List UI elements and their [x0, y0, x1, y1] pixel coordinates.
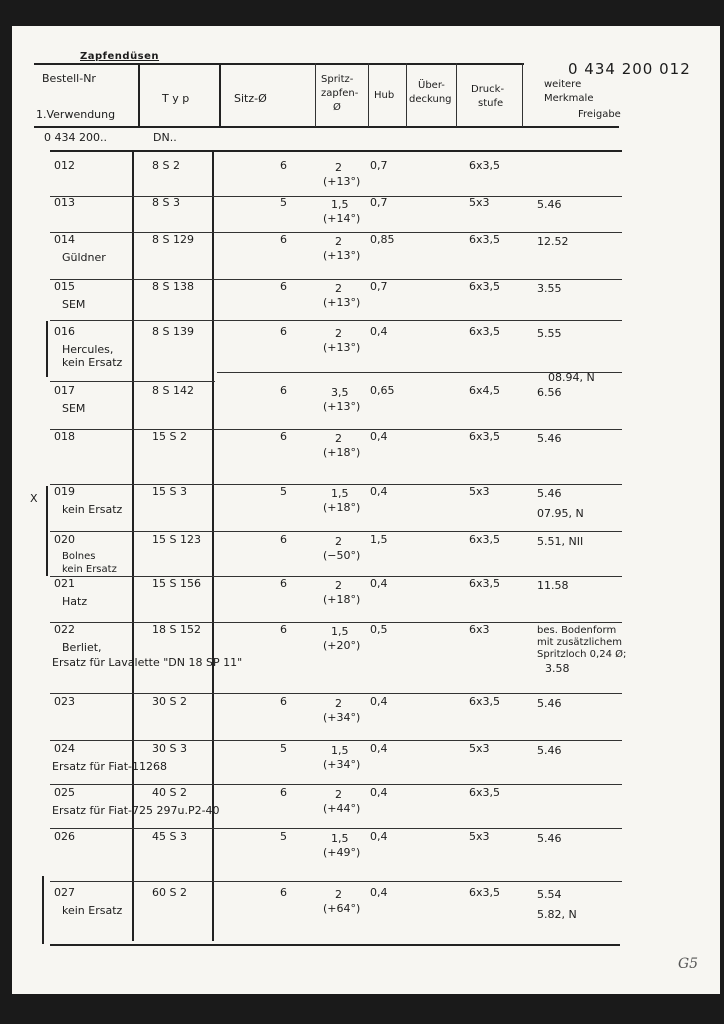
cell-typ: 8 S 129: [152, 233, 194, 246]
cell-hub: 1,5: [370, 533, 388, 546]
cell-bestell-nr: 015: [54, 280, 75, 293]
cell-sitz: 6: [280, 430, 287, 443]
cell-bestell-nr: 019: [54, 485, 75, 498]
cell-verwendung: kein Ersatz: [62, 904, 123, 917]
cell-spritz: 2: [335, 788, 342, 801]
cell-hub: 0,4: [370, 830, 388, 843]
row-separator: [50, 429, 622, 430]
row-separator: [50, 484, 622, 485]
header-hub: Hub: [374, 90, 395, 101]
cell-druck: 6x3,5: [469, 886, 501, 899]
cell-typ: 15 S 2: [152, 430, 187, 443]
cell-weitere: 5.46: [537, 697, 562, 710]
prefix-bestell: 0 434 200..: [44, 131, 107, 144]
cell-spritz-angle: (+18°): [323, 593, 361, 606]
cell-typ: 8 S 142: [152, 384, 194, 397]
cell-spritz: 2: [335, 888, 342, 901]
cell-sitz: 5: [280, 742, 287, 755]
header-weitere-3: Freigabe: [578, 109, 621, 120]
cell-druck: 6x3,5: [469, 533, 501, 546]
cell-druck: 6x3,5: [469, 577, 501, 590]
cell-spritz-angle: (+44°): [323, 802, 361, 815]
cell-verwendung: Ersatz für Fiat-11268: [52, 760, 167, 773]
document-title: Zapfendüsen: [80, 51, 160, 62]
cell-spritz-angle: (+13°): [323, 341, 361, 354]
cell-spritz-angle: (+18°): [323, 501, 361, 514]
cell-spritz: 2: [335, 432, 342, 445]
cell-sitz: 5: [280, 830, 287, 843]
header-druck-1: Druck-: [471, 84, 505, 95]
cell-verwendung: Güldner: [62, 251, 106, 264]
header-weitere-2: Merkmale: [544, 93, 594, 104]
row-separator: [50, 531, 622, 532]
cell-verwendung: Berliet,: [62, 641, 102, 654]
header-divider: [368, 63, 369, 127]
header-divider: [406, 63, 407, 127]
header-divider: [315, 63, 316, 127]
cell-sitz: 6: [280, 695, 287, 708]
cell-spritz-angle: (+13°): [323, 175, 361, 188]
cell-spritz: 2: [335, 161, 342, 174]
cell-hub: 0,4: [370, 742, 388, 755]
cell-spritz-angle: (+13°): [323, 400, 361, 413]
cell-weitere: 3.55: [537, 282, 562, 295]
cell-spritz-angle: (+13°): [323, 249, 361, 262]
cell-weitere: 5.46: [537, 198, 562, 211]
cell-spritz: 2: [335, 535, 342, 548]
cell-verwendung-2: kein Ersatz: [62, 564, 117, 575]
cell-druck: 6x3,5: [469, 786, 501, 799]
cell-sitz: 5: [280, 485, 287, 498]
row-separator: [50, 784, 622, 785]
column-divider: [132, 151, 134, 941]
cell-weitere: 5.46: [537, 744, 562, 757]
cell-hub: 0,65: [370, 384, 395, 397]
cell-typ: 15 S 3: [152, 485, 187, 498]
cell-hub: 0,4: [370, 430, 388, 443]
cell-spritz: 2: [335, 235, 342, 248]
document-page: [12, 26, 720, 994]
cell-bestell-nr: 025: [54, 786, 75, 799]
row-separator: [50, 196, 622, 197]
cell-sitz: 6: [280, 577, 287, 590]
row-separator: [50, 232, 622, 233]
cell-sitz: 6: [280, 623, 287, 636]
cell-sitz: 5: [280, 196, 287, 209]
cell-weitere: 11.58: [537, 579, 569, 592]
cell-spritz: 1,5: [331, 487, 349, 500]
cell-bestell-nr: 024: [54, 742, 75, 755]
cell-typ: 45 S 3: [152, 830, 187, 843]
row-separator: [50, 320, 622, 321]
cell-weitere: mit zusätzlichem: [537, 637, 622, 648]
row-bracket: [42, 876, 44, 944]
cell-druck: 6x3: [469, 623, 490, 636]
cell-weitere: 3.58: [545, 662, 570, 675]
cell-typ: 8 S 2: [152, 159, 180, 172]
cell-sitz: 6: [280, 159, 287, 172]
header-divider: [219, 63, 221, 127]
header-bottom-rule: [34, 126, 619, 128]
cell-typ: 8 S 138: [152, 280, 194, 293]
cell-hub: 0,4: [370, 786, 388, 799]
cell-sitz: 6: [280, 280, 287, 293]
cell-spritz-angle: (+18°): [323, 446, 361, 459]
cell-spritz-angle: (−50°): [323, 549, 361, 562]
cell-weitere-release: 5.82, N: [537, 908, 577, 921]
cell-typ: 30 S 2: [152, 695, 187, 708]
cell-druck: 6x3,5: [469, 325, 501, 338]
cell-spritz-angle: (+13°): [323, 296, 361, 309]
row-separator: [50, 381, 215, 382]
cell-weitere: 5.46: [537, 832, 562, 845]
cell-verwendung: Hercules,: [62, 343, 114, 356]
cell-spritz: 2: [335, 697, 342, 710]
header-weitere-1: weitere: [544, 79, 582, 90]
page-mark: G5: [678, 956, 699, 972]
cell-spritz-angle: (+64°): [323, 902, 361, 915]
cell-hub: 0,4: [370, 325, 388, 338]
cell-sitz: 6: [280, 786, 287, 799]
cell-druck: 6x3,5: [469, 233, 501, 246]
cell-druck: 6x3,5: [469, 280, 501, 293]
cell-druck: 5x3: [469, 830, 490, 843]
cell-weitere: bes. Bodenform: [537, 625, 617, 636]
row-separator: [50, 740, 622, 741]
header-ueber-2: deckung: [409, 94, 452, 105]
cell-verwendung: Bolnes: [62, 551, 96, 562]
cell-druck: 6x3,5: [469, 695, 501, 708]
cell-bestell-nr: 018: [54, 430, 75, 443]
cell-hub: 0,85: [370, 233, 395, 246]
cell-bestell-nr: 022: [54, 623, 75, 636]
cell-bestell-nr: 023: [54, 695, 75, 708]
header-top-rule: [34, 63, 524, 65]
cell-weitere-release: 08.94, N: [548, 371, 595, 384]
cell-druck: 5x3: [469, 742, 490, 755]
cell-druck: 5x3: [469, 485, 490, 498]
cell-spritz: 2: [335, 327, 342, 340]
prefix-typ: DN..: [153, 131, 177, 144]
cell-bestell-nr: 017: [54, 384, 75, 397]
cell-spritz-angle: (+49°): [323, 846, 361, 859]
cell-druck: 5x3: [469, 196, 490, 209]
row-bracket: [46, 321, 48, 377]
header-sitz: Sitz-Ø: [234, 92, 267, 105]
cell-verwendung-2: kein Ersatz: [62, 356, 123, 369]
cell-hub: 0,4: [370, 577, 388, 590]
cell-bestell-nr: 020: [54, 533, 75, 546]
cell-spritz: 1,5: [331, 198, 349, 211]
cell-typ: 8 S 139: [152, 325, 194, 338]
cell-bestell-nr: 014: [54, 233, 75, 246]
cell-typ: 8 S 3: [152, 196, 180, 209]
row-separator: [50, 622, 622, 623]
cell-weitere: 5.46: [537, 487, 562, 500]
cell-hub: 0,7: [370, 196, 388, 209]
cell-sitz: 6: [280, 233, 287, 246]
cell-sitz: 6: [280, 384, 287, 397]
cell-hub: 0,7: [370, 280, 388, 293]
header-spritz-1: Spritz-: [321, 74, 354, 85]
cell-druck: 6x3,5: [469, 430, 501, 443]
header-divider: [456, 63, 457, 127]
row-separator: [50, 693, 622, 694]
row-separator: [50, 150, 622, 152]
header-druck-2: stufe: [478, 98, 504, 109]
cell-weitere: 5.46: [537, 432, 562, 445]
cell-hub: 0,5: [370, 623, 388, 636]
cell-weitere: 5.54: [537, 888, 562, 901]
cell-spritz: 2: [335, 282, 342, 295]
cell-typ: 15 S 123: [152, 533, 201, 546]
cell-spritz: 1,5: [331, 832, 349, 845]
part-number: 0 434 200 012: [568, 60, 691, 78]
cell-spritz-angle: (+20°): [323, 639, 361, 652]
cell-spritz-angle: (+34°): [323, 758, 361, 771]
header-typ: T y p: [162, 92, 190, 105]
row-separator: [50, 881, 622, 882]
cell-verwendung-2: Ersatz für Lavalette "DN 18 SP 11": [52, 656, 243, 669]
header-spritz-2: zapfen-: [321, 88, 359, 99]
cell-hub: 0,4: [370, 695, 388, 708]
header-divider: [522, 63, 523, 127]
cell-spritz: 2: [335, 579, 342, 592]
cell-weitere: 6.56: [537, 386, 562, 399]
row-separator: [50, 828, 622, 829]
cell-weitere-release: 07.95, N: [537, 507, 584, 520]
header-verwendung: 1.Verwendung: [36, 108, 116, 121]
cell-sitz: 6: [280, 533, 287, 546]
cell-verwendung: kein Ersatz: [62, 503, 123, 516]
cell-bestell-nr: 027: [54, 886, 75, 899]
cell-verwendung: Ersatz für Fiat-725 297u.P2-40: [52, 804, 220, 817]
cell-spritz-angle: (+34°): [323, 711, 361, 724]
cell-typ: 30 S 3: [152, 742, 187, 755]
cell-weitere: 5.51, NII: [537, 535, 584, 548]
cell-spritz-angle: (+14°): [323, 212, 361, 225]
cell-hub: 0,7: [370, 159, 388, 172]
row-marker-x: X: [30, 492, 38, 505]
cell-bestell-nr: 016: [54, 325, 75, 338]
cell-druck: 6x3,5: [469, 159, 501, 172]
table-bottom-rule: [50, 944, 620, 946]
row-bracket: [46, 486, 48, 576]
header-divider: [138, 63, 140, 127]
cell-sitz: 6: [280, 886, 287, 899]
header-bestell-nr: Bestell-Nr: [42, 72, 96, 85]
cell-hub: 0,4: [370, 886, 388, 899]
row-separator: [50, 279, 622, 280]
cell-bestell-nr: 013: [54, 196, 75, 209]
cell-hub: 0,4: [370, 485, 388, 498]
cell-typ: 18 S 152: [152, 623, 201, 636]
cell-bestell-nr: 026: [54, 830, 75, 843]
cell-weitere: 12.52: [537, 235, 569, 248]
header-ueber-1: Über-: [418, 80, 445, 91]
cell-spritz: 3,5: [331, 386, 349, 399]
cell-verwendung: SEM: [62, 298, 86, 311]
cell-spritz: 1,5: [331, 744, 349, 757]
cell-weitere: 5.55: [537, 327, 562, 340]
header-spritz-3: Ø: [333, 102, 341, 113]
row-separator: [50, 576, 622, 577]
cell-sitz: 6: [280, 325, 287, 338]
cell-typ: 60 S 2: [152, 886, 187, 899]
cell-druck: 6x4,5: [469, 384, 501, 397]
cell-weitere: Spritzloch 0,24 Ø;: [537, 649, 627, 660]
cell-typ: 40 S 2: [152, 786, 187, 799]
cell-spritz: 1,5: [331, 625, 349, 638]
cell-verwendung: SEM: [62, 402, 86, 415]
cell-verwendung: Hatz: [62, 595, 88, 608]
cell-bestell-nr: 021: [54, 577, 75, 590]
cell-typ: 15 S 156: [152, 577, 201, 590]
column-divider: [212, 151, 214, 941]
cell-bestell-nr: 012: [54, 159, 75, 172]
